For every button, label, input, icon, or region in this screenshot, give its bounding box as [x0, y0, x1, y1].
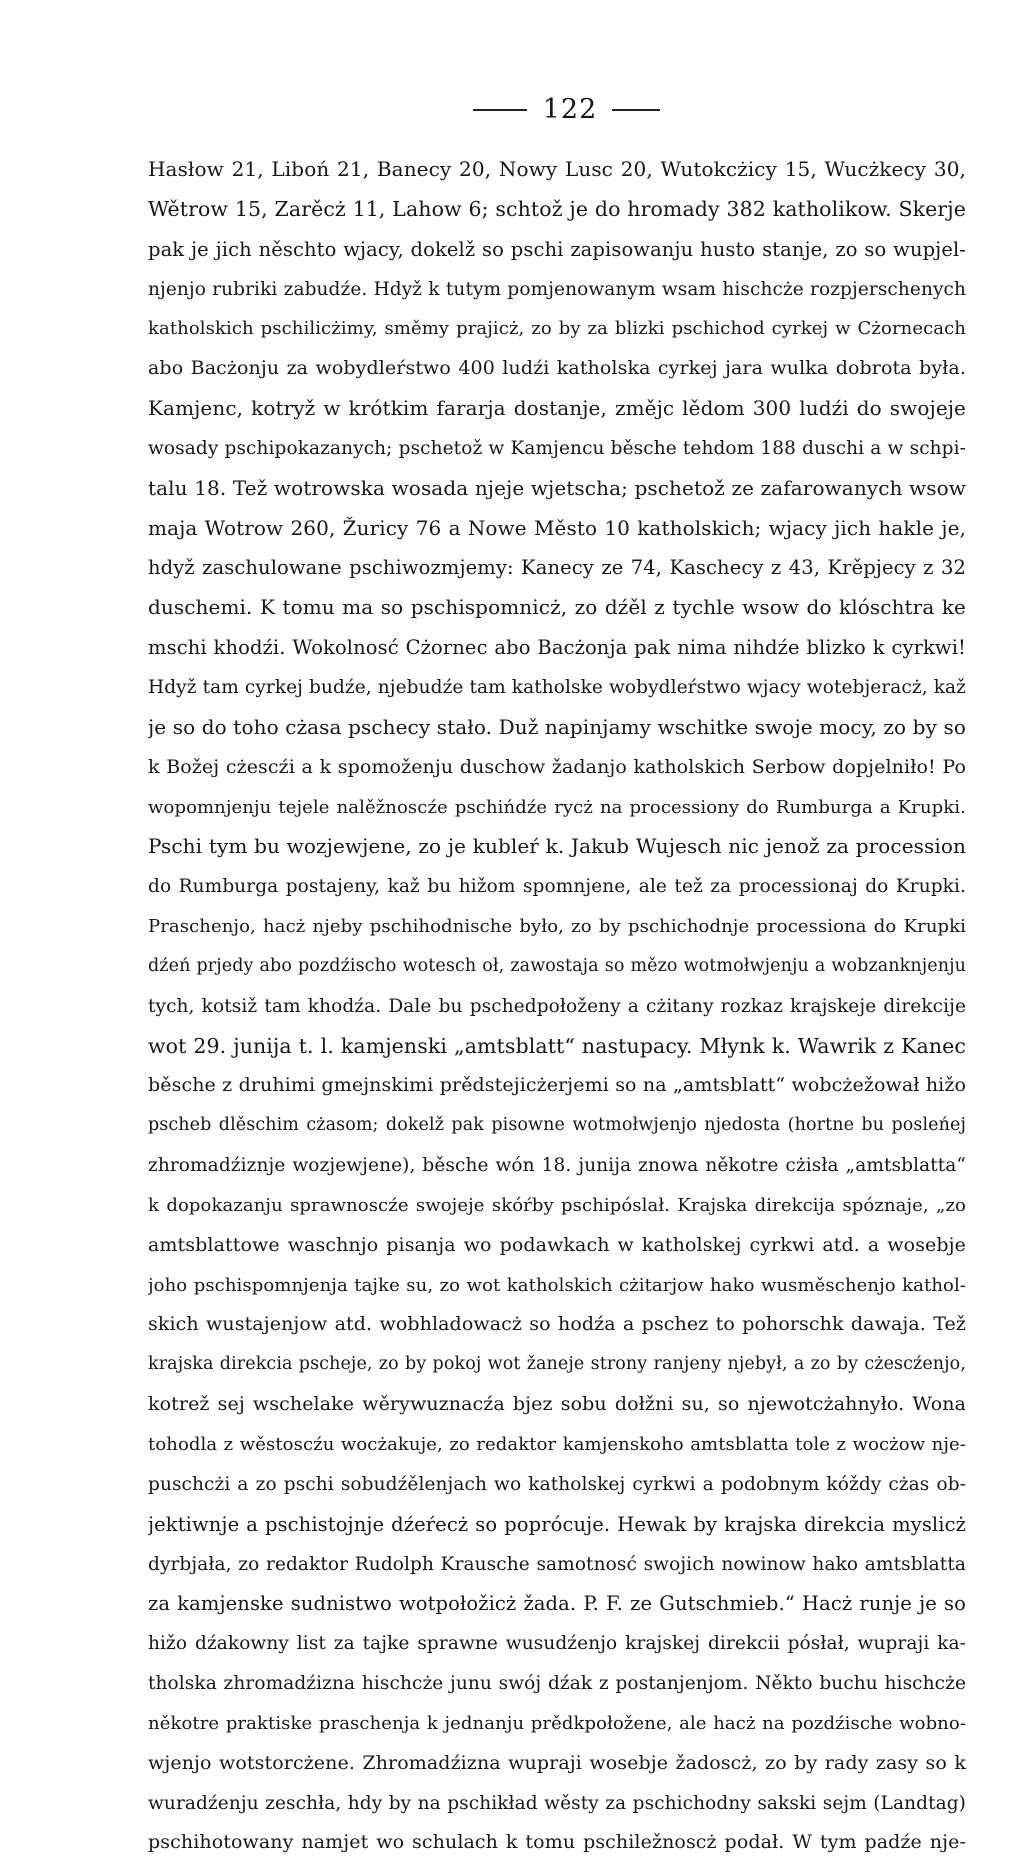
- page-number: 122: [542, 94, 598, 125]
- text-line: za kamjenske sudnistwo wotpołožicż žada. P. F. ze Gutschmieb.“ Hacż runje je so: [148, 1592, 966, 1616]
- text-line: Hdyž tam cyrkej budźe, njebudźe tam katholske wobydleŕstwo wjacy wotebjeracż, kaž: [148, 676, 966, 698]
- text-line: do Rumburga postajeny, kaž bu hižom spomnjene, ale tež za processionaj do Krupki.: [148, 876, 966, 898]
- text-line: puschcżi a zo pschi sobudźělenjach wo katholskej cyrkwi a podobnym kóždy cżas ob-: [148, 1473, 966, 1495]
- text-line: wosady pschipokazanych; pschetož w Kamjencu běsche tehdom 188 duschi a w schpi-: [148, 437, 966, 459]
- text-line: katholskich pschilicżimy, směmy prajicż, zo by za blizki pschichod cyrkej w Cżornecach: [148, 318, 966, 340]
- text-line: někotre praktiske praschenja k jednanju prědkpołožene, ale hacż na pozdźische wobno-: [148, 1712, 966, 1734]
- text-line: wopomnjenju tejele nalěžnoscźe pschińdźe rycż na processiony do Rumburga a Krupki.: [148, 796, 966, 818]
- text-line: krajska direkcia pscheje, zo by pokoj wot žaneje strony ranjeny njebył, a zo by cżescźenjo,: [148, 1354, 966, 1375]
- header-dash-right: [612, 109, 660, 111]
- text-line: tych, kotsiž tam khodźa. Dale bu pschedpołoženy a cżitany rozkaz krajskeje direkcije: [148, 995, 966, 1017]
- text-line: pschihotowany namjet wo schulach k tomu pschiležnoscż podał. W tym padźe nje-: [148, 1831, 966, 1854]
- page-header: [0, 90, 1024, 130]
- text-line: talu 18. Tež wotrowska wosada njeje wjetscha; pschetož ze zafarowanych wsow: [148, 475, 966, 500]
- text-line: wot 29. junija t. l. kamjenski „amtsblatt“ nastupacy. Młynk k. Wawrik z Kanec: [148, 1033, 966, 1058]
- text-line: tohodla z wěstoscźu wocżakuje, zo redaktor kamjenskoho amtsblatta tole z wocżow nje-: [148, 1434, 966, 1455]
- text-line: zhromadźiznje wozjewjene), běsche wón 18. junija znowa někotre cżisła „amtsblatta“: [148, 1155, 966, 1177]
- text-line: wuradźenju zeschła, hdy by na pschikład wěsty za pschichodny sakski sejm (Landtag): [148, 1792, 966, 1814]
- text-line: běsche z druhimi gmejnskimi prědstejicżerjemi so na „amtsblatt“ wobcżežował hižo: [148, 1074, 966, 1097]
- text-line: njenjo rubriki zabudźe. Hdyž k tutym pomjenowanym wsam hischcże rozpjerschenych: [148, 278, 966, 300]
- text-line: pak je jich něschto wjacy, dokelž so pschi zapisowanju husto stanje, zo so wupjel-: [148, 237, 966, 261]
- text-line: k Božej cżescźi a k spomoženju duschow žadanjo katholskich Serbow dopjelniło! Po: [148, 755, 966, 778]
- text-line: skich wustajenjow atd. wobhladowacż so hodźa a pschez to pohorschk dawaja. Tež: [148, 1313, 966, 1336]
- text-line: kotrež sej wschelake wěrywuznacźa bjez sobu dołžni su, so njewotcżahnyło. Wona: [148, 1393, 966, 1416]
- text-line: maja Wotrow 260, Žuricy 76 a Nowe Město 10 katholskich; wjacy jich hakle je,: [148, 515, 966, 540]
- text-line: Kamjenc, kotryž w krótkim fararja dostanje, změjc lědom 300 ludźi do swojeje: [148, 396, 966, 421]
- text-line: Wětrow 15, Zarěcż 11, Lahow 6; schtož je do hromady 382 katholikow. Skerje: [148, 196, 966, 221]
- text-line: jektiwnje a pschistojnje dźeŕecż so poprócuje. Hewak by krajska direkcia myslicż: [148, 1512, 966, 1536]
- text-line: je so do toho cżasa pschecy stało. Duž napinjamy wschitke swoje mocy, zo by so: [148, 714, 966, 739]
- text-line: Praschenjo, hacż njeby pschihodnische było, zo by pschichodnje processiona do Krupki: [148, 916, 966, 938]
- text-line: tholska zhromadźizna hischcże junu swój dźak z postanjenjom. Někto buchu hischcże: [148, 1673, 966, 1695]
- text-line: dźeń prjedy abo pozdźischo wotesch oł, zawostaja so mězo wotmołwjenju a wobzanknjenju: [148, 955, 966, 976]
- header-dash-left: [473, 109, 527, 111]
- text-line: pscheb dlěschim cżasom; dokelž pak pisowne wotmołwjenjo njedosta (hortne bu posleńej: [148, 1115, 966, 1136]
- text-line: Hasłow 21, Liboń 21, Banecy 20, Nowy Lusc 20, Wutokcżicy 15, Wucżkecy 30,: [148, 157, 966, 181]
- text-line: hdyž zaschulowane pschiwozmjemy: Kanecy ze 74, Kaschecy z 43, Krěpjecy z 32: [148, 556, 966, 580]
- text-line: joho pschispomnjenja tajke su, zo wot katholskich cżitarjow hako wusměschenjo kathol-: [148, 1274, 966, 1296]
- text-line: mschi khodźi. Wokolnosć Cżornec abo Bacżonja pak nima nihdźe blizko k cyrkwi!: [148, 636, 966, 660]
- text-line: abo Bacżonju za wobydleŕstwo 400 ludźi katholska cyrkej jara wulka dobrota była.: [148, 357, 966, 380]
- text-line: duschemi. K tomu ma so pschispomnicż, zo dźěl z tychle wsow do klóschtra ke: [148, 595, 966, 620]
- text-line: dyrbjała, zo redaktor Rudolph Krausche samotnosć swojich nowinow hako amtsblatta: [148, 1553, 966, 1575]
- text-line: hižo dźakowny list za tajke sprawne wusudźenjo krajskej direkcii pósłał, wupraji ka-: [148, 1633, 966, 1655]
- body-text: [148, 150, 966, 1863]
- text-line: amtsblattowe waschnjo pisanja wo podawkach w katholskej cyrkwi atd. a wosebje: [148, 1233, 966, 1256]
- text-line: Pschi tym bu wozjewjene, zo je kubleŕ k. Jakub Wujesch nic jenož za procession: [148, 834, 966, 859]
- text-line: k dopokazanju sprawnoscźe swojeje skóŕby pschipóslał. Krajska direkcija spóznaje, „zo: [148, 1194, 966, 1216]
- text-line: wjenjo wotstorcżene. Zhromadźizna wupraji wosebje žadoscż, zo by rady zasy so k: [148, 1751, 966, 1774]
